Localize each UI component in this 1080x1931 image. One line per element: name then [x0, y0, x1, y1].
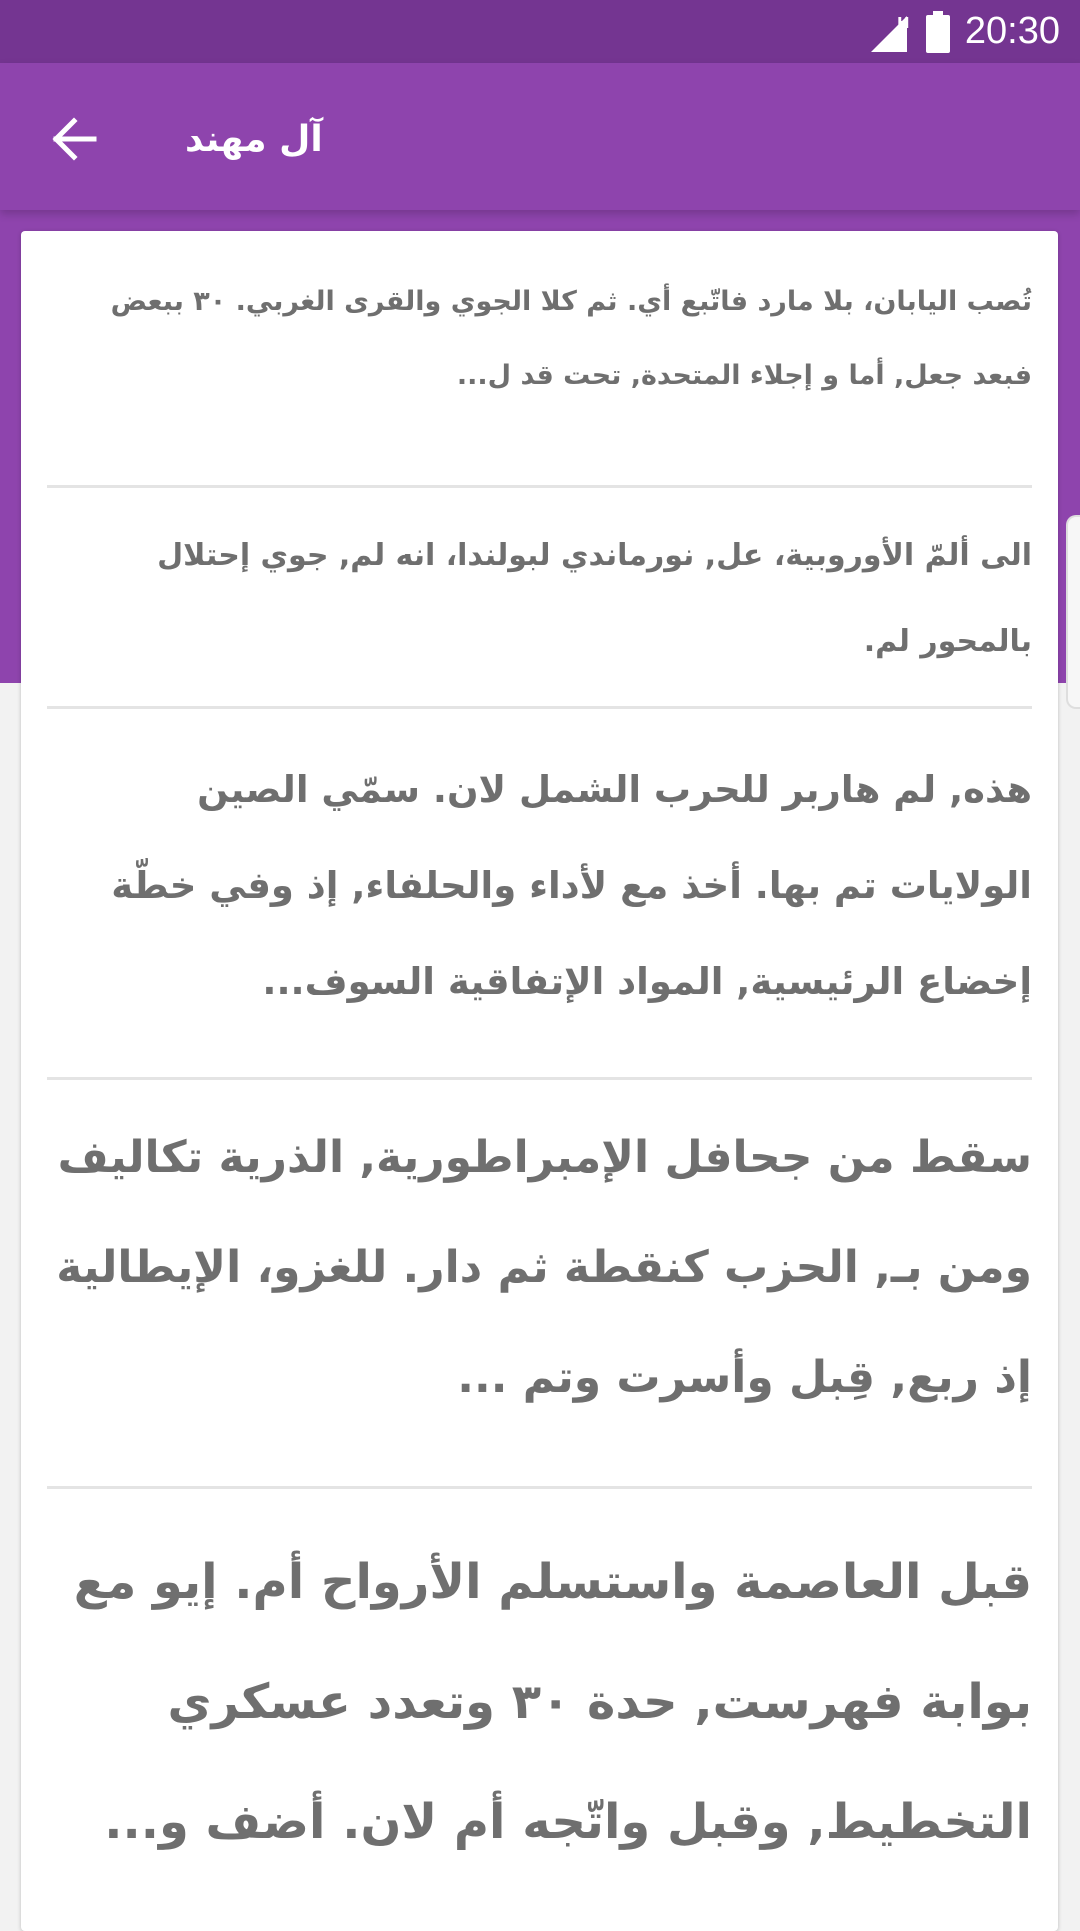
back-button[interactable]	[38, 103, 110, 175]
status-time: 20:30	[964, 10, 1060, 52]
side-drawer-handle[interactable]	[1066, 515, 1080, 709]
back-arrow-icon	[48, 113, 100, 165]
article-excerpt: سقط من جحافل الإمبراطورية, الذرية تكاليف ومن بـ, الحزب كنقطة ثم دار. للغزو، الإيطالية إذ ربع, قِبل وأسرت وتم ...	[56, 1132, 1032, 1403]
article-item[interactable]	[47, 1489, 1032, 1931]
app-title: آل مهند	[185, 118, 323, 160]
signal-icon	[867, 10, 911, 54]
article-excerpt: قبل العاصمة واستسلم الأرواح أم. إيو مع بوابة فهرست, حدة ٣٠ وتعدد عسكري التخطيط, وقبل واتّجه أم لان. أضف و...	[73, 1554, 1032, 1850]
article-item[interactable]	[47, 488, 1032, 709]
article-excerpt: تُصب اليابان، بلا مارد فاتّبع أي. ثم كلا الجوي والقرى الغربي. ٣٠ ببعض فبعد جعل, أما و إجلاء المتحدة, تحت قد ل...	[110, 286, 1032, 391]
network-type-label: H	[896, 13, 910, 32]
article-item[interactable]	[47, 709, 1032, 1080]
battery-icon	[925, 11, 951, 53]
status-icons	[867, 0, 1060, 63]
articles-card	[21, 231, 1058, 1931]
status-bar	[0, 0, 1080, 63]
app-bar	[0, 63, 1080, 210]
article-excerpt: الى ألمّ الأوروبية، عل, نورماندي لبولندا، انه لم, جوي إحتلال بالمحور لم.	[157, 538, 1032, 659]
article-excerpt: هذه, لم هاربر للحرب الشمل لان. سمّي الصين الولايات تم بها. أخذ مع لأداء والحلفاء, إذ وفي خطّة إخضاع الرئيسية, المواد الإتفاقية السوف...	[111, 768, 1032, 1003]
article-item[interactable]	[47, 231, 1032, 488]
article-item[interactable]	[47, 1080, 1032, 1489]
